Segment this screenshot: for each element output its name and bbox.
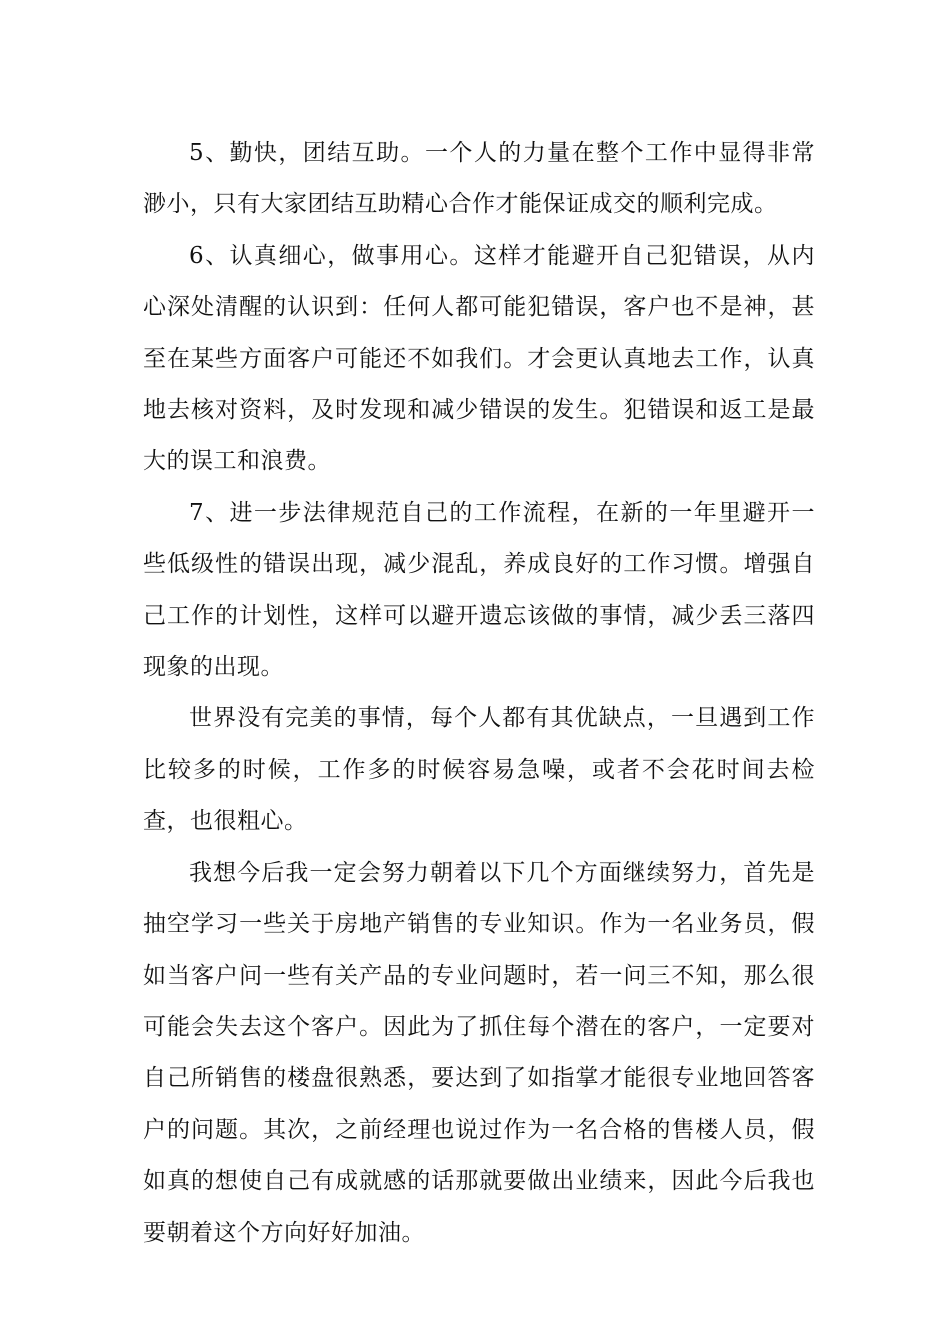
paragraph-7-workflow: 7、进一步法律规范自己的工作流程，在新的一年里避开一些低级性的错误出现，减少混乱，养成良好的工作习惯。增强自己工作的计划性，这样可以避开遗忘该做的事情，减少丢三落四现象的出现。: [143, 499, 815, 681]
paragraph-future-plan: 我想今后我一定会努力朝着以下几个方面继续努力，首先是抽空学习一些关于房地产销售的专业知识。作为一名业务员，假如当客户问一些有关产品的专业问题时，若一问三不知，那么很可能会失去这个客户。因此为了抓住每个潜在的客户，一定要对自己所销售的楼盘很熟悉，要达到了如指掌才能很专业地回答客户的问题。其次，之前经理也说过作为一名合格的售楼人员，假如真的想使自己有成就感的话那就要做出业绩来，因此今后我也要朝着这个方向好好加油。: [143, 859, 815, 1246]
paragraph-6-carefulness: 6、认真细心，做事用心。这样才能避开自己犯错误，从内心深处清醒的认识到：任何人都可能犯错误，客户也不是神，甚至在某些方面客户可能还不如我们。才会更认真地去工作，认真地去核对资料，及时发现和减少错误的发生。犯错误和返工是最大的误工和浪费。: [143, 242, 815, 475]
document-body: [143, 128, 815, 1259]
paragraph-5-diligence: 5、勤快，团结互助。一个人的力量在整个工作中显得非常渺小，只有大家团结互助精心合作才能保证成交的顺利完成。: [143, 140, 815, 218]
paragraph-imperfection: 世界没有完美的事情，每个人都有其优缺点，一旦遇到工作比较多的时候，工作多的时候容易急噪，或者不会花时间去检查，也很粗心。: [143, 705, 815, 835]
